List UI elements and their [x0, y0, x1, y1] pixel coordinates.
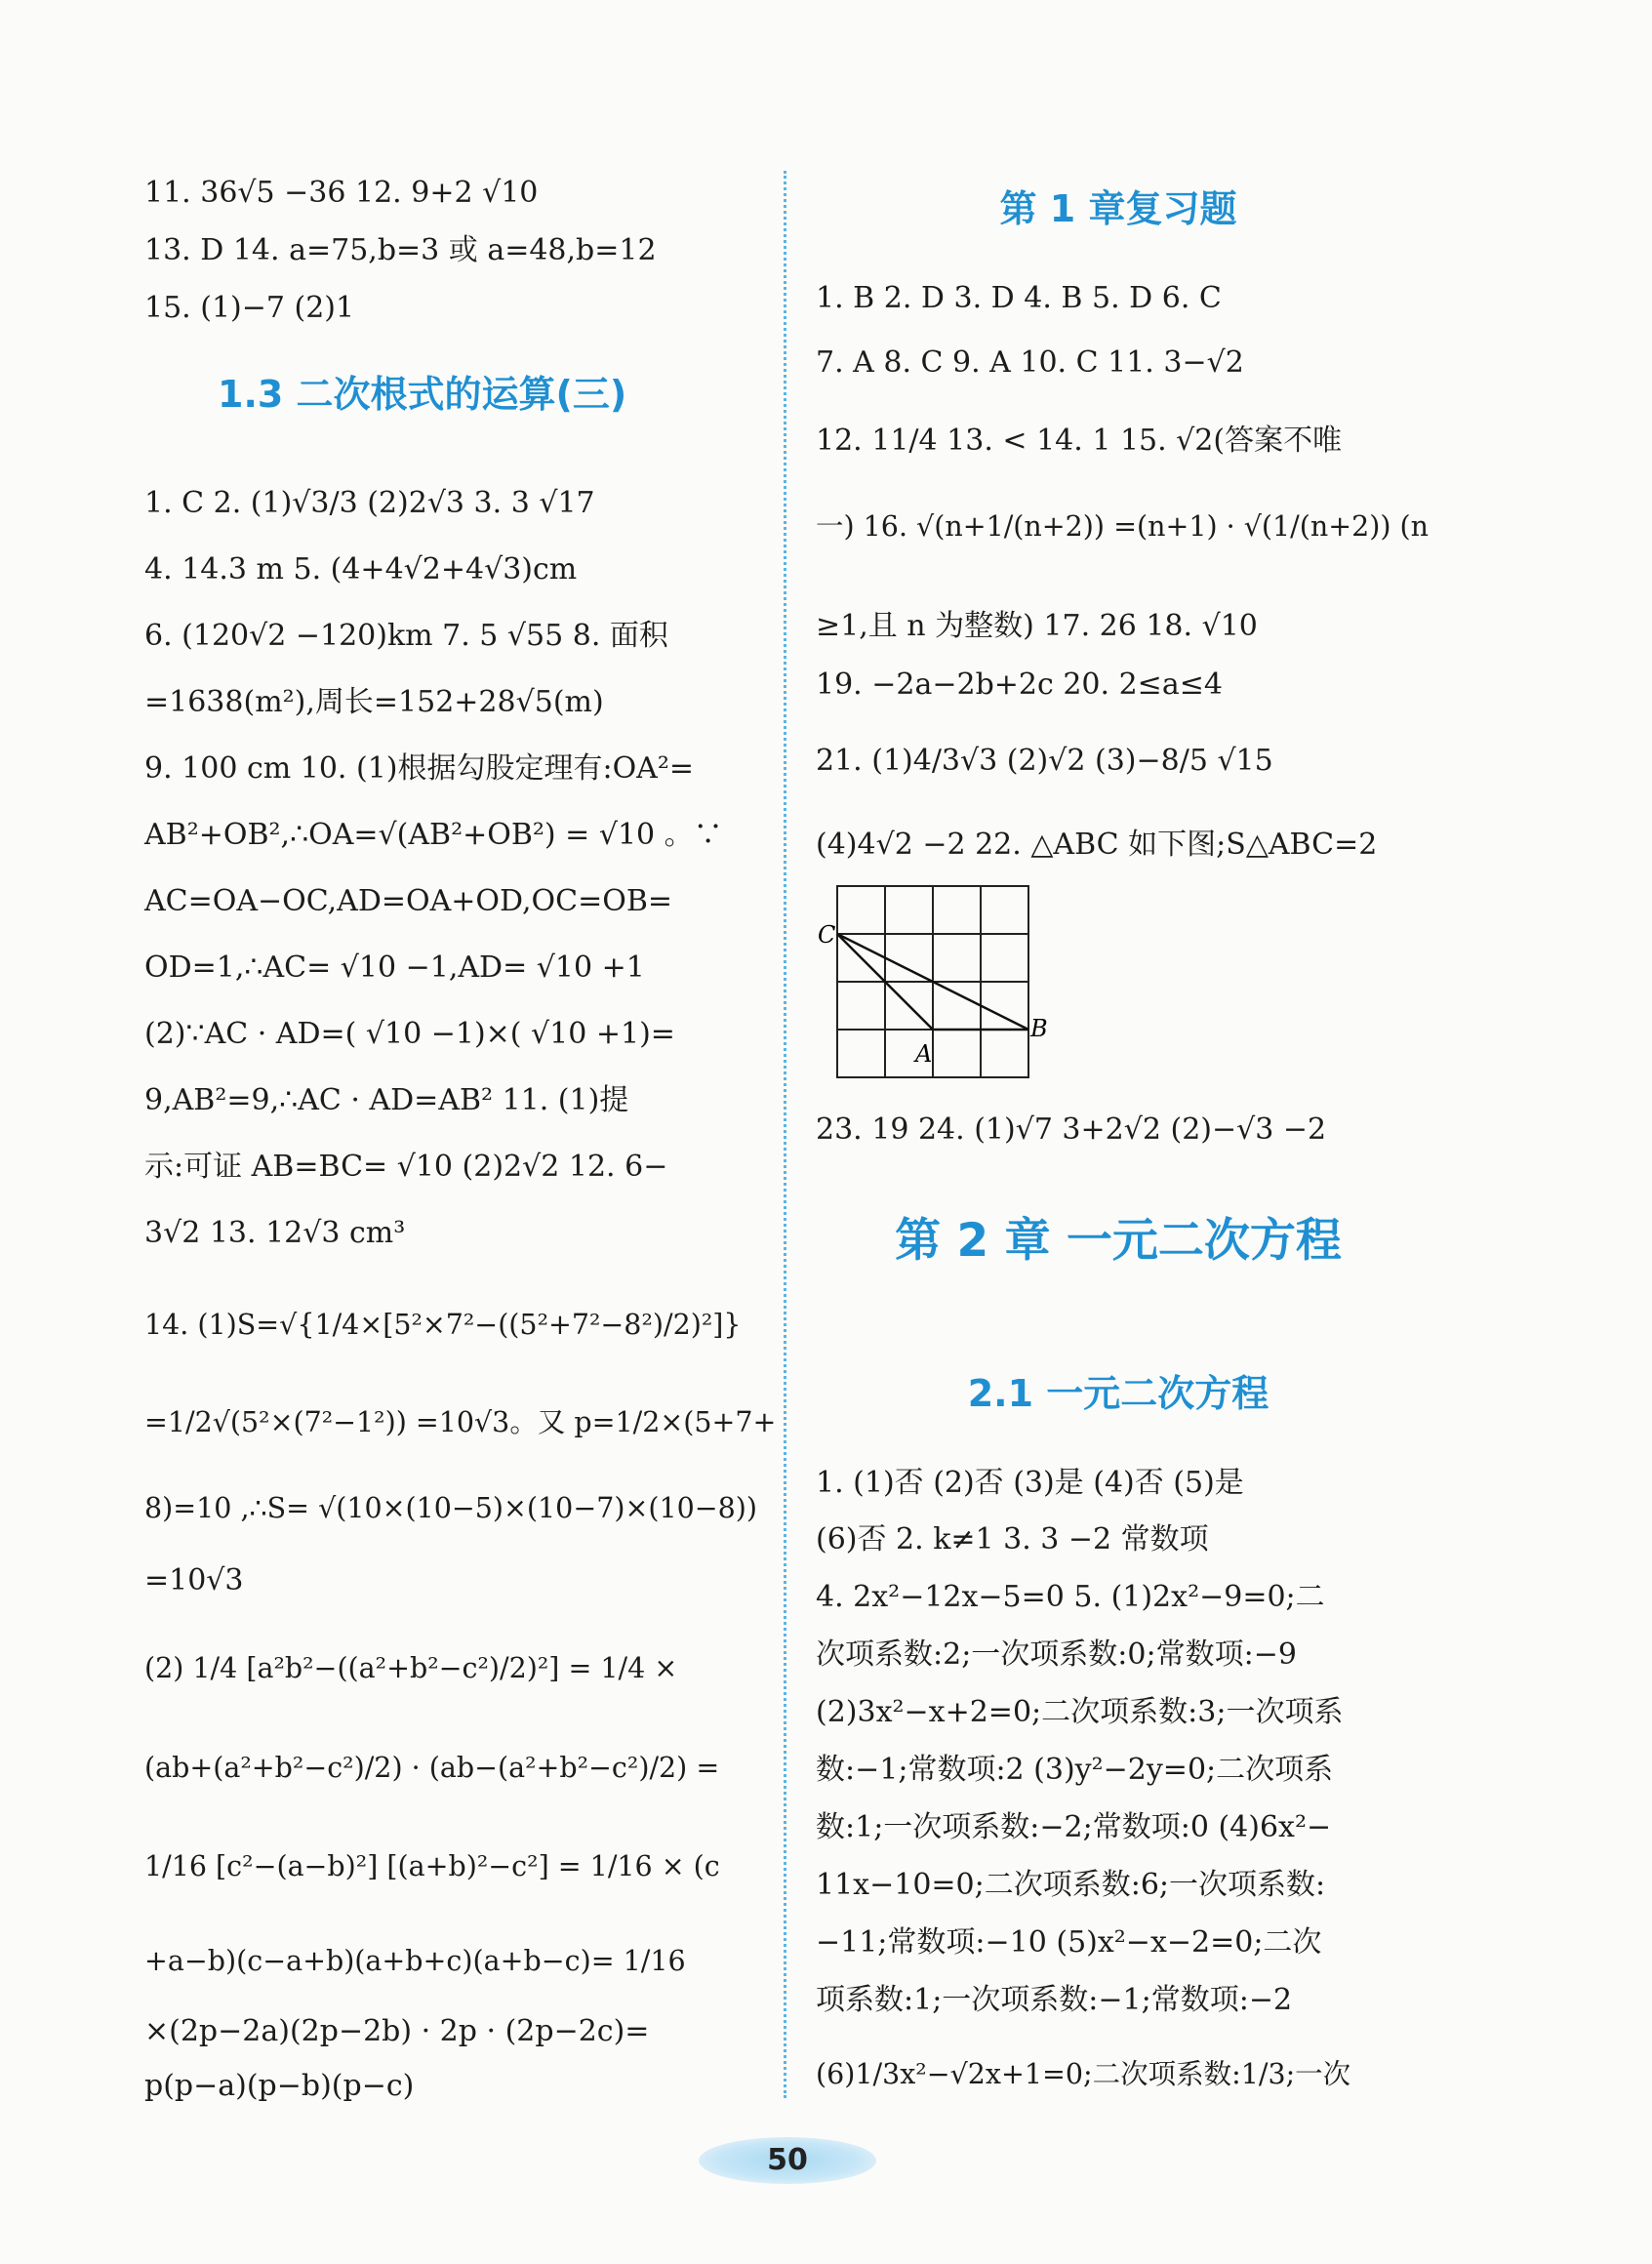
label-b: B [1030, 1015, 1048, 1042]
answer-line: OD=1,∴AC= √10 −1,AD= √10 +1 [144, 950, 645, 985]
answer-line: AB²+OB²,∴OA=√(AB²+OB²) = √10 。∵ [144, 818, 723, 852]
answer-line: 6. (120√2 −120)km 7. 5 √55 8. 面积 [144, 619, 668, 653]
answer-line: 次项系数:2;一次项系数:0;常数项:−9 [816, 1637, 1297, 1672]
answer-line: (2)3x²−x+2=0;二次项系数:3;一次项系 [816, 1695, 1344, 1729]
page-number-badge [699, 2137, 876, 2184]
answer-line: p(p−a)(p−b)(p−c) [144, 2069, 415, 2103]
answer-line: (ab+(a²+b²−c²)/2) · (ab−(a²+b²−c²)/2) = [144, 1752, 720, 1784]
answer-line: 1. (1)否 (2)否 (3)是 (4)否 (5)是 [816, 1466, 1244, 1500]
answer-line: ×(2p−2a)(2p−2b) · 2p · (2p−2c)= [144, 2014, 650, 2048]
page-number: 50 [767, 2143, 808, 2177]
answer-line: +a−b)(c−a+b)(a+b+c)(a+b−c)= 1/16 [144, 1945, 686, 1977]
answer-line: =1/2√(5²×(7²−1²)) =10√3。又 p=1/2×(5+7+ [144, 1406, 777, 1438]
answer-line: 8)=10 ,∴S= √(10×(10−5)×(10−7)×(10−8)) [144, 1492, 757, 1524]
answer-line: =1638(m²),周长=152+28√5(m) [144, 685, 604, 719]
answer-line: 1. B 2. D 3. D 4. B 5. D 6. C [816, 281, 1222, 315]
answer-line: 11. 36√5 −36 12. 9+2 √10 [144, 176, 539, 210]
answer-line: 1/16 [c²−(a−b)²] [(a+b)²−c²] = 1/16 × (c [144, 1850, 720, 1882]
answer-line: =10√3 [144, 1563, 244, 1597]
answer-line: (2) 1/4 [a²b²−((a²+b²−c²)/2)²] = 1/4 × [144, 1652, 678, 1684]
answer-line: 13. D 14. a=75,b=3 或 a=48,b=12 [144, 233, 657, 267]
answer-line: 4. 2x²−12x−5=0 5. (1)2x²−9=0;二 [816, 1580, 1325, 1614]
answer-line: 15. (1)−7 (2)1 [144, 291, 355, 325]
answer-line: 23. 19 24. (1)√7 3+2√2 (2)−√3 −2 [816, 1112, 1327, 1147]
answer-line: 4. 14.3 m 5. (4+4√2+4√3)cm [144, 552, 578, 586]
answer-line: 数:−1;常数项:2 (3)y²−2y=0;二次项系 [816, 1753, 1334, 1787]
answer-line: (6)1/3x²−√2x+1=0;二次项系数:1/3;一次 [816, 2058, 1351, 2090]
answer-line: (4)4√2 −2 22. △ABC 如下图;S△ABC=2 [816, 828, 1378, 862]
answer-line: 19. −2a−2b+2c 20. 2≤a≤4 [816, 667, 1223, 702]
answer-line: AC=OA−OC,AD=OA+OD,OC=OB= [144, 884, 672, 918]
answer-line: 14. (1)S=√{1/4×[5²×7²−((5²+7²−8²)/2)²]} [144, 1309, 742, 1341]
answer-line: 1. C 2. (1)√3/3 (2)2√3 3. 3 √17 [144, 486, 595, 520]
answer-line: −11;常数项:−10 (5)x²−x−2=0;二次 [816, 1925, 1322, 1960]
answer-line: 7. A 8. C 9. A 10. C 11. 3−√2 [816, 345, 1244, 380]
answer-line: 一) 16. √(n+1/(n+2)) =(n+1) · √(1/(n+2)) (n [816, 510, 1430, 543]
answer-line: 9. 100 cm 10. (1)根据勾股定理有:OA²= [144, 751, 695, 786]
answer-line: 示:可证 AB=BC= √10 (2)2√2 12. 6− [144, 1150, 668, 1184]
answer-line: 11x−10=0;二次项系数:6;一次项系数: [816, 1868, 1326, 1902]
answer-line: 项系数:1;一次项系数:−1;常数项:−2 [816, 1983, 1293, 2017]
label-c: C [818, 921, 836, 949]
triangle-grid-figure [816, 878, 1050, 1079]
section-heading-2-1: 2.1 一元二次方程 [967, 1372, 1269, 1415]
answer-line: (2)∵AC · AD=( √10 −1)×( √10 +1)= [144, 1017, 675, 1051]
answer-line: 数:1;一次项系数:−2;常数项:0 (4)6x²− [816, 1810, 1332, 1844]
answer-line: 12. 11/4 13. < 14. 1 15. √2(答案不唯 [816, 424, 1343, 458]
answer-line: ≥1,且 n 为整数) 17. 26 18. √10 [816, 609, 1258, 643]
answer-line: 21. (1)4/3√3 (2)√2 (3)−8/5 √15 [816, 744, 1273, 778]
section-heading-1-3: 1.3 二次根式的运算(三) [218, 373, 627, 416]
review-heading: 第 1 章复习题 [999, 187, 1237, 230]
answer-line: 9,AB²=9,∴AC · AD=AB² 11. (1)提 [144, 1083, 629, 1117]
answer-line: 3√2 13. 12√3 cm³ [144, 1216, 406, 1250]
answer-line: (6)否 2. k≠1 3. 3 −2 常数项 [816, 1522, 1209, 1556]
chapter-2-title: 第 2 章 一元二次方程 [895, 1214, 1342, 1268]
label-a: A [915, 1040, 933, 1068]
column-divider [784, 171, 786, 2098]
